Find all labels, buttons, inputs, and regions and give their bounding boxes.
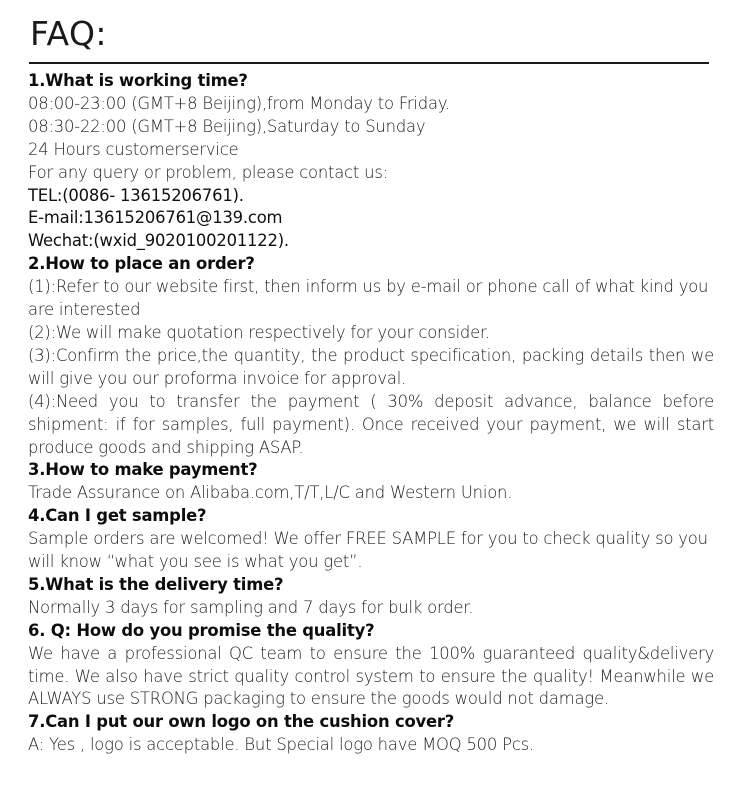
question-4: 4.Can I get sample? <box>28 506 207 526</box>
question-2: 2.How to place an order? <box>28 254 255 274</box>
question-1: 1.What is working time? <box>28 71 248 90</box>
answer-6: We have a professional QC team to ensure the 100% guaranteed quality&delivery time. We also have strict quality control system to ensure the quality! Meanwhile we ALWAYS use STRONG packaging to ensure the goods would not damage. <box>28 643 714 709</box>
answer-3: Trade Assurance on Alibaba.com,T/T,L/C and Western Union. <box>28 483 513 503</box>
answer-2-step-2: (2):We will make quotation respectively for your consider. <box>28 322 491 342</box>
question-3: 3.How to make payment? <box>28 460 258 480</box>
faq-content <box>28 70 714 757</box>
answer-2-step-4: (4):Need you to transfer the payment ( 30% deposit advance, balance before shipment: if for samples, full payment). Once received your payment, we will start produce goods and shipping ASAP. <box>28 391 714 457</box>
contact-tel: TEL:(0086- 13615206761). <box>28 185 244 205</box>
answer-1-weekday-hours: 08:00-23:00 (GMT+8 Beijing),from Monday to Friday. <box>28 93 451 113</box>
answer-2-step-1: (1):Refer to our website first, then inform us by e-mail or phone call of what kind you are interested <box>28 277 709 320</box>
page-title: FAQ: <box>30 14 108 53</box>
contact-email: E-mail:13615206761@139.com <box>28 208 283 228</box>
question-5: 5.What is the delivery time? <box>28 574 284 594</box>
answer-2-step-3: (3):Confirm the price,the quantity, the product specification, packing details then we will give you our proforma invoice for approval. <box>28 345 714 388</box>
answer-1-contact-intro: For any query or problem, please contact us: <box>28 162 389 182</box>
title-divider <box>29 62 709 64</box>
answer-7: A: Yes , logo is acceptable. But Special logo have MOQ 500 Pcs. <box>28 735 534 755</box>
question-6: 6. Q: How do you promise the quality? <box>28 620 375 640</box>
answer-4: Sample orders are welcomed! We offer FREE SAMPLE for you to check quality so you will know “what you see is what you get”. <box>28 529 708 572</box>
answer-5: Normally 3 days for sampling and 7 days for bulk order. <box>28 597 474 617</box>
contact-wechat: Wechat:(wxid_9020100201122). <box>28 231 289 251</box>
answer-1-weekend-hours: 08:30-22:00 (GMT+8 Beijing),Saturday to Sunday <box>28 116 426 136</box>
answer-1-customer-service: 24 Hours customerservice <box>28 139 239 159</box>
question-7: 7.Can I put our own logo on the cushion cover? <box>28 712 455 732</box>
